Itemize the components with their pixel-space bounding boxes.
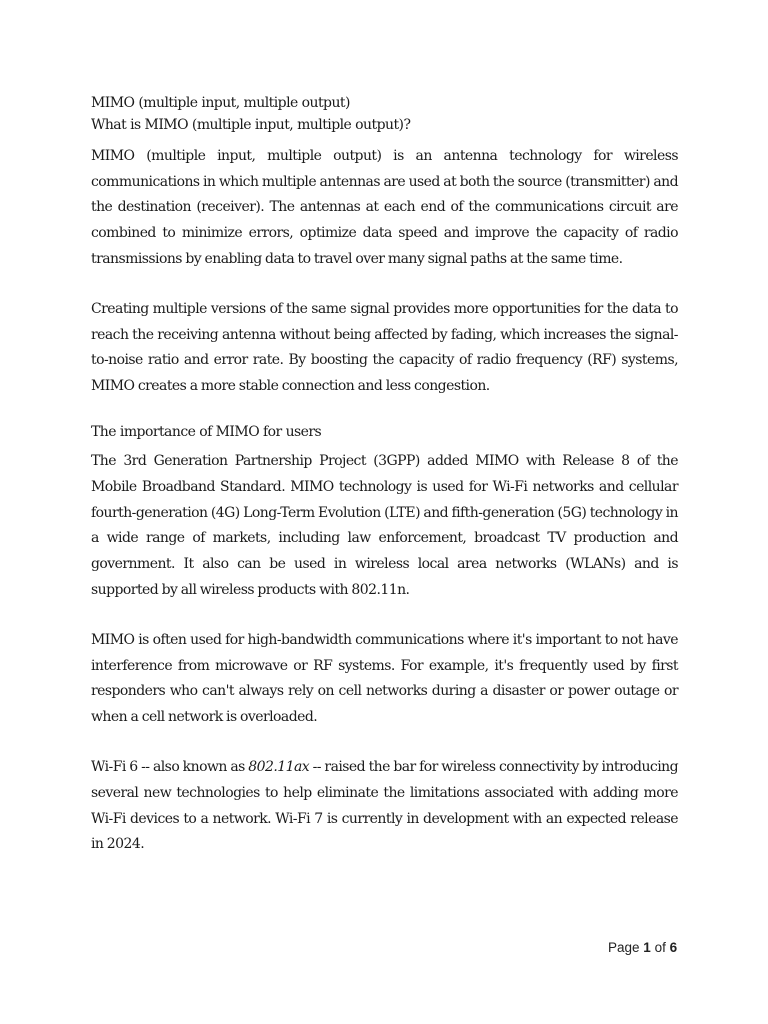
wifi-6-text-start: Wi-Fi 6 -- also known as	[91, 759, 249, 776]
paragraph-what-is-mimo: MIMO (multiple input, multiple output) is an antenna technology for wireless communications in which multiple antennas are used at both the source (transmitter) and the destination (receiver). The antennas at each end of the communications circuit are combined to minimize errors, optimize data speed and improve the capacity of radio transmissions by enabling data to travel over many signal paths at the same time.	[91, 148, 678, 267]
page-number-footer	[608, 940, 677, 955]
paragraph-3gpp: The 3rd Generation Partnership Project (3GPP) added MIMO with Release 8 of the Mobile Broadband Standard. MIMO technology is used for Wi-Fi networks and cellular fourth-generation (4G) Long-Term Evolution (LTE) and fifth-generation (5G) technology in a wide range of markets, including law enforcement, broadcast TV production and government. It also can be used in wireless local area networks (WLANs) and is supported by all wireless products with 802.11n.	[91, 453, 678, 598]
document-body	[91, 92, 678, 858]
page-label: Page	[608, 940, 640, 955]
paragraph-multiple-versions: Creating multiple versions of the same signal provides more opportunities for the data to reach the receiving antenna without being affected by fading, which increases the signal-to-noise ratio and error rate. By boosting the capacity of radio frequency (RF) systems, MIMO creates a more stable connection and less congestion.	[91, 301, 678, 395]
document-subtitle: What is MIMO (multiple input, multiple output)?	[91, 117, 411, 133]
of-label: of	[654, 940, 666, 955]
document-title: MIMO (multiple input, multiple output)	[91, 95, 350, 111]
paragraph-wifi-6	[91, 755, 678, 858]
wifi-6-text-end: -- raised the bar for wireless connectivity by introducing several new technologies to help eliminate the limitations associated with adding more Wi-Fi devices to a network. Wi-Fi 7 is currently in development with an expected release in 2024.	[91, 759, 679, 853]
total-pages-number: 6	[669, 940, 678, 955]
paragraph-high-bandwidth: MIMO is often used for high-bandwidth communications where it's important to not have interference from microwave or RF systems. For example, it's frequently used by first responders who can't always rely on cell networks during a disaster or power outage or when a cell network is overloaded.	[91, 632, 678, 726]
current-page-number: 1	[643, 940, 651, 955]
section-heading-importance: The importance of MIMO for users	[91, 423, 322, 440]
standard-802-11ax: 802.11ax	[248, 759, 310, 776]
